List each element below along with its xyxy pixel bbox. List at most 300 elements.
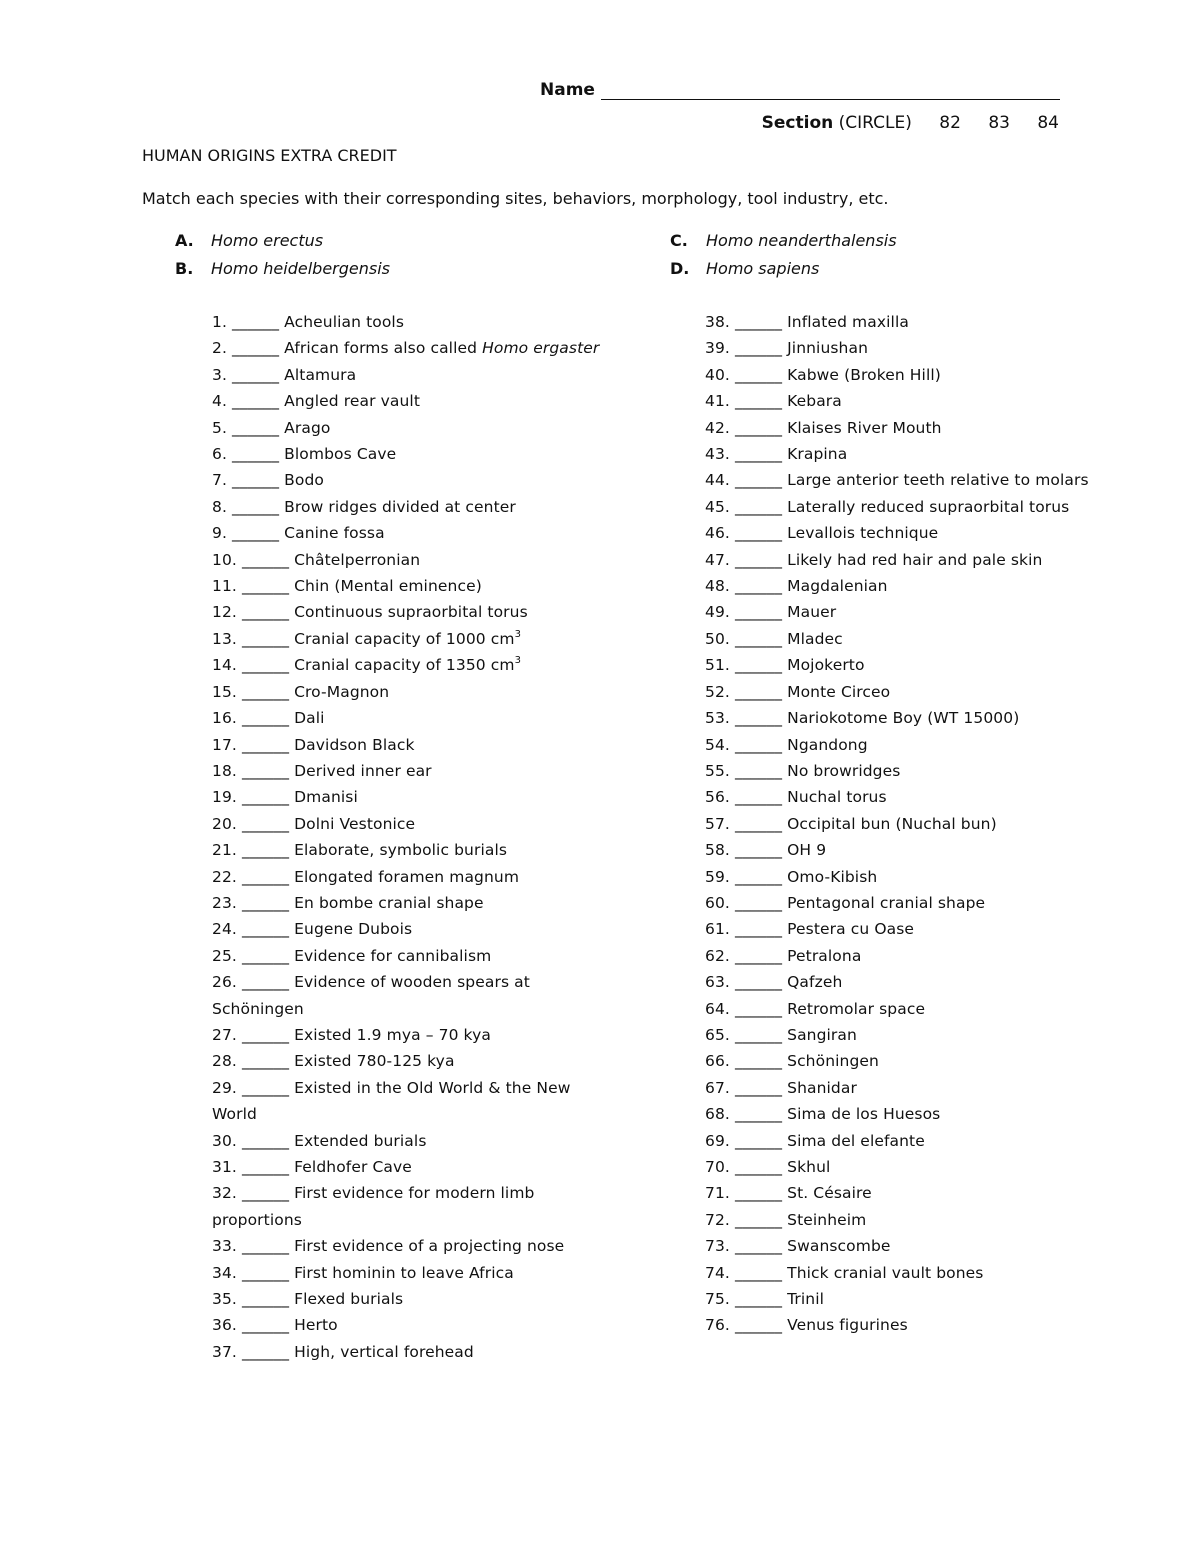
question-text: Sima de los Huesos xyxy=(787,1105,941,1124)
question-text: Continuous supraorbital torus xyxy=(294,603,528,622)
question-number: 13. xyxy=(212,629,237,648)
question-text: Magdalenian xyxy=(787,577,888,596)
question-item xyxy=(705,732,1100,758)
question-item xyxy=(212,943,602,969)
question-item xyxy=(705,467,1100,493)
question-item xyxy=(212,1312,602,1338)
answer-blank[interactable]: ______ xyxy=(734,497,783,516)
answer-blank[interactable]: ______ xyxy=(734,814,783,833)
question-item xyxy=(212,916,602,942)
question-number: 26. xyxy=(212,973,237,992)
question-item xyxy=(212,758,602,784)
answer-blank[interactable]: ______ xyxy=(232,418,280,437)
question-item xyxy=(212,1128,602,1154)
question-item xyxy=(705,705,1100,731)
answer-blank[interactable]: ______ xyxy=(734,1052,783,1071)
answer-blank[interactable]: ______ xyxy=(241,550,290,569)
question-number: 52. xyxy=(705,682,730,701)
question-number: 76. xyxy=(705,1316,730,1335)
answer-blank[interactable]: ______ xyxy=(241,1025,290,1044)
question-number: 73. xyxy=(705,1237,730,1256)
question-number: 7. xyxy=(212,471,227,490)
question-number: 42. xyxy=(705,418,730,437)
question-item xyxy=(212,1048,602,1074)
question-number: 74. xyxy=(705,1263,730,1282)
question-text: First evidence of a projecting nose xyxy=(294,1237,565,1256)
question-number: 48. xyxy=(705,577,730,596)
question-text: First evidence for modern limb proportions xyxy=(212,1184,535,1229)
answer-blank[interactable]: ______ xyxy=(232,392,280,411)
section-option-83[interactable]: 83 xyxy=(988,113,1010,133)
question-item xyxy=(705,864,1100,890)
question-text: Cranial capacity of 1350 cm xyxy=(294,656,515,675)
answer-blank[interactable]: ______ xyxy=(232,365,280,384)
answer-blank[interactable]: ______ xyxy=(734,1025,783,1044)
question-text: Angled rear vault xyxy=(284,392,420,411)
question-text: Laterally reduced supraorbital torus xyxy=(787,497,1070,516)
question-text: Monte Circeo xyxy=(787,682,891,701)
question-number: 43. xyxy=(705,445,730,464)
question-number: 1. xyxy=(212,313,227,331)
option-species: Homo erectus xyxy=(211,231,324,250)
question-item xyxy=(212,467,602,493)
question-text: Levallois technique xyxy=(787,524,939,543)
question-item xyxy=(705,573,1100,599)
question-item xyxy=(705,811,1100,837)
answer-blank[interactable]: ______ xyxy=(734,1131,783,1150)
question-text: Existed in the Old World & the New World xyxy=(212,1078,571,1124)
question-item xyxy=(212,890,602,916)
answer-blank[interactable]: ______ xyxy=(734,709,783,728)
question-text: Petralona xyxy=(787,946,862,965)
section-label: Section xyxy=(761,113,834,133)
answer-blank[interactable]: ______ xyxy=(232,497,280,516)
answer-blank[interactable]: ______ xyxy=(241,841,290,860)
question-number: 10. xyxy=(212,550,237,569)
question-item xyxy=(705,1233,1100,1259)
question-text: Extended burials xyxy=(294,1131,427,1150)
question-text: Davidson Black xyxy=(294,735,415,754)
question-item xyxy=(212,573,602,599)
option-c xyxy=(670,230,897,256)
answer-blank[interactable]: ______ xyxy=(241,1078,290,1097)
superscript: 3 xyxy=(514,655,522,667)
question-text: Swanscombe xyxy=(787,1237,891,1256)
question-number: 47. xyxy=(705,550,730,569)
section-option-84[interactable]: 84 xyxy=(1037,113,1059,133)
question-number: 16. xyxy=(212,709,237,728)
question-text: Ngandong xyxy=(787,735,868,754)
question-text: Large anterior teeth relative to molars xyxy=(787,471,1089,490)
answer-blank[interactable]: ______ xyxy=(241,761,290,780)
question-number: 68. xyxy=(705,1105,730,1124)
question-text: Pestera cu Oase xyxy=(787,920,915,939)
question-text: Krapina xyxy=(787,445,848,464)
name-row xyxy=(540,74,1060,100)
question-number: 51. xyxy=(705,656,730,675)
question-item xyxy=(705,784,1100,810)
question-text: Existed 1.9 mya – 70 kya xyxy=(294,1025,491,1044)
question-number: 25. xyxy=(212,946,237,965)
question-item xyxy=(212,705,602,731)
question-text: Elongated foramen magnum xyxy=(294,867,520,886)
question-item xyxy=(705,494,1100,520)
question-number: 11. xyxy=(212,577,237,596)
question-number: 8. xyxy=(212,497,227,516)
question-item xyxy=(705,1154,1100,1180)
question-number: 28. xyxy=(212,1052,237,1071)
answer-blank[interactable]: ______ xyxy=(734,735,783,754)
name-field[interactable] xyxy=(601,77,1060,100)
question-item xyxy=(212,784,602,810)
answer-blank[interactable]: ______ xyxy=(734,550,783,569)
question-item xyxy=(212,388,602,414)
answer-blank[interactable]: ______ xyxy=(734,973,783,992)
answer-blank[interactable]: ______ xyxy=(734,629,783,648)
answer-blank[interactable]: ______ xyxy=(734,1316,783,1335)
question-item xyxy=(212,415,602,441)
question-number: 33. xyxy=(212,1237,237,1256)
question-text: Brow ridges divided at center xyxy=(284,497,516,516)
question-text: Flexed burials xyxy=(294,1290,404,1309)
question-text: Blombos Cave xyxy=(284,445,397,464)
question-text: Altamura xyxy=(284,365,357,384)
answer-blank[interactable]: ______ xyxy=(734,418,783,437)
question-text: Feldhofer Cave xyxy=(294,1158,412,1176)
answer-blank[interactable]: ______ xyxy=(734,339,783,358)
question-item xyxy=(212,837,602,863)
question-number: 38. xyxy=(705,313,730,331)
items-column-right xyxy=(705,309,1100,1339)
question-item xyxy=(212,335,602,361)
answer-blank[interactable]: ______ xyxy=(734,1263,783,1282)
question-number: 41. xyxy=(705,392,730,411)
question-item xyxy=(705,1048,1100,1074)
answer-blank[interactable]: ______ xyxy=(734,920,783,939)
answer-blank[interactable]: ______ xyxy=(734,392,783,411)
answer-blank[interactable]: ______ xyxy=(734,788,783,807)
question-text: Mladec xyxy=(787,629,843,648)
answer-blank[interactable]: ______ xyxy=(734,841,783,860)
question-item xyxy=(705,837,1100,863)
answer-blank[interactable]: ______ xyxy=(241,814,290,833)
question-number: 44. xyxy=(705,471,730,490)
question-item xyxy=(212,679,602,705)
question-item xyxy=(705,599,1100,625)
question-item xyxy=(212,1339,602,1365)
answer-blank[interactable]: ______ xyxy=(734,1105,783,1124)
question-text: Nariokotome Boy (WT 15000) xyxy=(787,709,1020,728)
question-item xyxy=(705,1312,1100,1338)
answer-blank[interactable]: ______ xyxy=(734,946,783,965)
question-number: 58. xyxy=(705,841,730,860)
option-species: Homo heidelbergensis xyxy=(211,259,390,278)
question-text: Venus figurines xyxy=(787,1316,908,1335)
question-item xyxy=(212,1075,602,1128)
answer-blank[interactable]: ______ xyxy=(241,1263,290,1282)
question-number: 59. xyxy=(705,867,730,886)
answer-blank[interactable]: ______ xyxy=(734,1210,783,1229)
question-text: Cranial capacity of 1000 cm xyxy=(294,629,515,648)
answer-blank[interactable]: ______ xyxy=(734,999,783,1018)
question-text: Evidence of wooden spears at Schöningen xyxy=(212,973,530,1018)
question-item xyxy=(705,335,1100,361)
option-letter: A. xyxy=(175,231,194,250)
question-item xyxy=(705,969,1100,995)
question-item xyxy=(705,415,1100,441)
question-text: Pentagonal cranial shape xyxy=(787,893,986,912)
answer-blank[interactable]: ______ xyxy=(241,1052,290,1071)
answer-blank[interactable]: ______ xyxy=(232,471,280,490)
question-item xyxy=(705,996,1100,1022)
question-number: 31. xyxy=(212,1158,237,1176)
question-number: 29. xyxy=(212,1078,237,1097)
question-item xyxy=(705,1128,1100,1154)
question-number: 2. xyxy=(212,339,227,358)
question-text: Kabwe (Broken Hill) xyxy=(787,365,941,384)
question-item xyxy=(705,626,1100,652)
question-number: 20. xyxy=(212,814,237,833)
items-column-left xyxy=(212,309,602,1365)
question-item xyxy=(705,1180,1100,1206)
answer-blank[interactable]: ______ xyxy=(241,1290,290,1309)
answer-blank[interactable]: ______ xyxy=(241,867,290,886)
superscript: 3 xyxy=(514,628,522,640)
answer-blank[interactable]: ______ xyxy=(241,1316,290,1335)
question-number: 34. xyxy=(212,1263,237,1282)
question-text: Inflated maxilla xyxy=(787,313,909,331)
question-item xyxy=(212,811,602,837)
answer-blank[interactable]: ______ xyxy=(241,946,290,965)
answer-blank[interactable]: ______ xyxy=(734,1290,783,1309)
answer-blank[interactable]: ______ xyxy=(734,577,783,596)
answer-blank[interactable]: ______ xyxy=(232,445,280,464)
instructions-text: Match each species with their corresponding sites, behaviors, morphology, tool industry, etc. xyxy=(142,189,889,208)
question-number: 67. xyxy=(705,1078,730,1097)
question-text: Trinil xyxy=(787,1290,825,1309)
question-number: 21. xyxy=(212,841,237,860)
answer-blank[interactable]: ______ xyxy=(734,471,783,490)
answer-blank[interactable]: ______ xyxy=(241,709,290,728)
answer-blank[interactable]: ______ xyxy=(232,313,280,331)
question-item xyxy=(705,1260,1100,1286)
section-row xyxy=(762,113,1059,133)
question-number: 15. xyxy=(212,682,237,701)
answer-blank[interactable]: ______ xyxy=(734,603,783,622)
answer-blank[interactable]: ______ xyxy=(241,1342,290,1361)
question-text: Mauer xyxy=(787,603,837,622)
question-text: Retromolar space xyxy=(787,999,926,1018)
question-text: Canine fossa xyxy=(284,524,385,543)
answer-blank[interactable]: ______ xyxy=(232,339,280,358)
question-item xyxy=(705,890,1100,916)
question-text: Mojokerto xyxy=(787,656,865,675)
answer-blank[interactable]: ______ xyxy=(241,1131,290,1150)
answer-blank[interactable]: ______ xyxy=(241,1237,290,1256)
question-item xyxy=(212,1022,602,1048)
answer-blank[interactable]: ______ xyxy=(241,682,290,701)
question-text: Omo-Kibish xyxy=(787,867,878,886)
question-item xyxy=(705,1286,1100,1312)
answer-blank[interactable]: ______ xyxy=(734,524,783,543)
question-text: Dali xyxy=(294,709,325,728)
answer-blank[interactable]: ______ xyxy=(241,788,290,807)
question-number: 23. xyxy=(212,893,237,912)
option-a xyxy=(175,230,323,256)
question-number: 30. xyxy=(212,1131,237,1150)
answer-blank[interactable]: ______ xyxy=(734,1237,783,1256)
answer-blank[interactable]: ______ xyxy=(241,973,290,992)
answer-blank[interactable]: ______ xyxy=(241,1184,290,1203)
question-text: Thick cranial vault bones xyxy=(787,1263,984,1282)
question-number: 4. xyxy=(212,392,227,411)
question-text: High, vertical forehead xyxy=(294,1342,474,1361)
question-text: Klaises River Mouth xyxy=(787,418,942,437)
option-species: Homo neanderthalensis xyxy=(706,231,897,250)
question-item xyxy=(705,1207,1100,1233)
question-text: African forms also called xyxy=(284,339,483,358)
question-text: Skhul xyxy=(787,1158,831,1176)
question-number: 5. xyxy=(212,418,227,437)
question-number: 66. xyxy=(705,1052,730,1071)
question-text: Kebara xyxy=(787,392,842,411)
answer-blank[interactable]: ______ xyxy=(241,629,290,648)
question-item xyxy=(212,1154,602,1180)
question-text: Sima del elefante xyxy=(787,1131,925,1150)
question-item xyxy=(212,1260,602,1286)
question-item xyxy=(212,626,602,652)
answer-blank[interactable]: ______ xyxy=(734,682,783,701)
question-text: Existed 780-125 kya xyxy=(294,1052,455,1071)
question-number: 37. xyxy=(212,1342,237,1361)
question-text: Shanidar xyxy=(787,1078,857,1097)
question-number: 63. xyxy=(705,973,730,992)
question-text: Chin (Mental eminence) xyxy=(294,577,482,596)
question-item xyxy=(705,520,1100,546)
question-item xyxy=(212,599,602,625)
question-number: 17. xyxy=(212,735,237,754)
question-item xyxy=(212,652,602,678)
question-text: Elaborate, symbolic burials xyxy=(294,841,508,860)
question-number: 71. xyxy=(705,1184,730,1203)
answer-blank[interactable]: ______ xyxy=(734,656,783,675)
question-number: 3. xyxy=(212,365,227,384)
question-number: 62. xyxy=(705,946,730,965)
question-number: 70. xyxy=(705,1158,730,1176)
question-item xyxy=(705,441,1100,467)
question-number: 60. xyxy=(705,893,730,912)
question-item xyxy=(705,1022,1100,1048)
answer-blank[interactable]: ______ xyxy=(734,1078,783,1097)
option-b xyxy=(175,258,390,284)
question-text: Jinniushan xyxy=(787,339,869,358)
question-number: 54. xyxy=(705,735,730,754)
option-letter: C. xyxy=(670,231,688,250)
question-number: 53. xyxy=(705,709,730,728)
question-text: Cro-Magnon xyxy=(294,682,390,701)
question-number: 32. xyxy=(212,1184,237,1203)
question-number: 72. xyxy=(705,1210,730,1229)
question-number: 35. xyxy=(212,1290,237,1309)
answer-blank[interactable]: ______ xyxy=(734,761,783,780)
answer-blank[interactable]: ______ xyxy=(734,445,783,464)
question-number: 57. xyxy=(705,814,730,833)
question-text: First hominin to leave Africa xyxy=(294,1263,514,1282)
option-d xyxy=(670,258,819,284)
answer-blank[interactable]: ______ xyxy=(241,735,290,754)
question-number: 64. xyxy=(705,999,730,1018)
question-item xyxy=(705,943,1100,969)
question-number: 50. xyxy=(705,629,730,648)
answer-blank[interactable]: ______ xyxy=(734,365,783,384)
option-letter: D. xyxy=(670,259,690,278)
question-number: 40. xyxy=(705,365,730,384)
answer-blank[interactable]: ______ xyxy=(734,1158,783,1176)
question-item xyxy=(705,652,1100,678)
question-number: 69. xyxy=(705,1131,730,1150)
page-title: HUMAN ORIGINS EXTRA CREDIT xyxy=(142,146,397,165)
answer-blank[interactable]: ______ xyxy=(241,893,290,912)
question-item xyxy=(212,362,602,388)
question-number: 9. xyxy=(212,524,227,543)
option-letter: B. xyxy=(175,259,194,278)
answer-blank[interactable]: ______ xyxy=(241,656,290,675)
question-text: Derived inner ear xyxy=(294,761,432,780)
answer-blank[interactable]: ______ xyxy=(734,893,783,912)
question-item xyxy=(212,441,602,467)
question-text: Nuchal torus xyxy=(787,788,887,807)
answer-blank[interactable]: ______ xyxy=(734,313,783,331)
question-text: Bodo xyxy=(284,471,325,490)
question-number: 46. xyxy=(705,524,730,543)
question-item xyxy=(212,1180,602,1233)
question-text: Dmanisi xyxy=(294,788,358,807)
question-text: En bombe cranial shape xyxy=(294,893,484,912)
question-number: 36. xyxy=(212,1316,237,1335)
question-number: 18. xyxy=(212,761,237,780)
question-item xyxy=(705,758,1100,784)
question-text: Sangiran xyxy=(787,1025,857,1044)
answer-blank[interactable]: ______ xyxy=(241,603,290,622)
question-number: 55. xyxy=(705,761,730,780)
question-item xyxy=(705,388,1100,414)
section-option-82[interactable]: 82 xyxy=(939,113,961,133)
question-number: 27. xyxy=(212,1025,237,1044)
question-number: 6. xyxy=(212,445,227,464)
question-item xyxy=(212,309,602,335)
question-number: 49. xyxy=(705,603,730,622)
question-text-italic: Homo ergaster xyxy=(482,339,600,358)
question-text: No browridges xyxy=(787,761,901,780)
answer-blank[interactable]: ______ xyxy=(241,1158,290,1176)
question-number: 45. xyxy=(705,497,730,516)
question-text: OH 9 xyxy=(787,841,827,860)
question-number: 24. xyxy=(212,920,237,939)
answer-blank[interactable]: ______ xyxy=(241,577,290,596)
question-number: 19. xyxy=(212,788,237,807)
question-text: Herto xyxy=(294,1316,338,1335)
answer-blank[interactable]: ______ xyxy=(734,1184,783,1203)
answer-blank[interactable]: ______ xyxy=(734,867,783,886)
question-item xyxy=(705,547,1100,573)
question-item xyxy=(212,494,602,520)
section-instruction: (CIRCLE) xyxy=(838,113,912,133)
question-item xyxy=(212,864,602,890)
answer-blank[interactable]: ______ xyxy=(241,920,290,939)
question-number: 75. xyxy=(705,1290,730,1309)
answer-blank[interactable]: ______ xyxy=(232,524,280,543)
question-text: Dolni Vestonice xyxy=(294,814,416,833)
